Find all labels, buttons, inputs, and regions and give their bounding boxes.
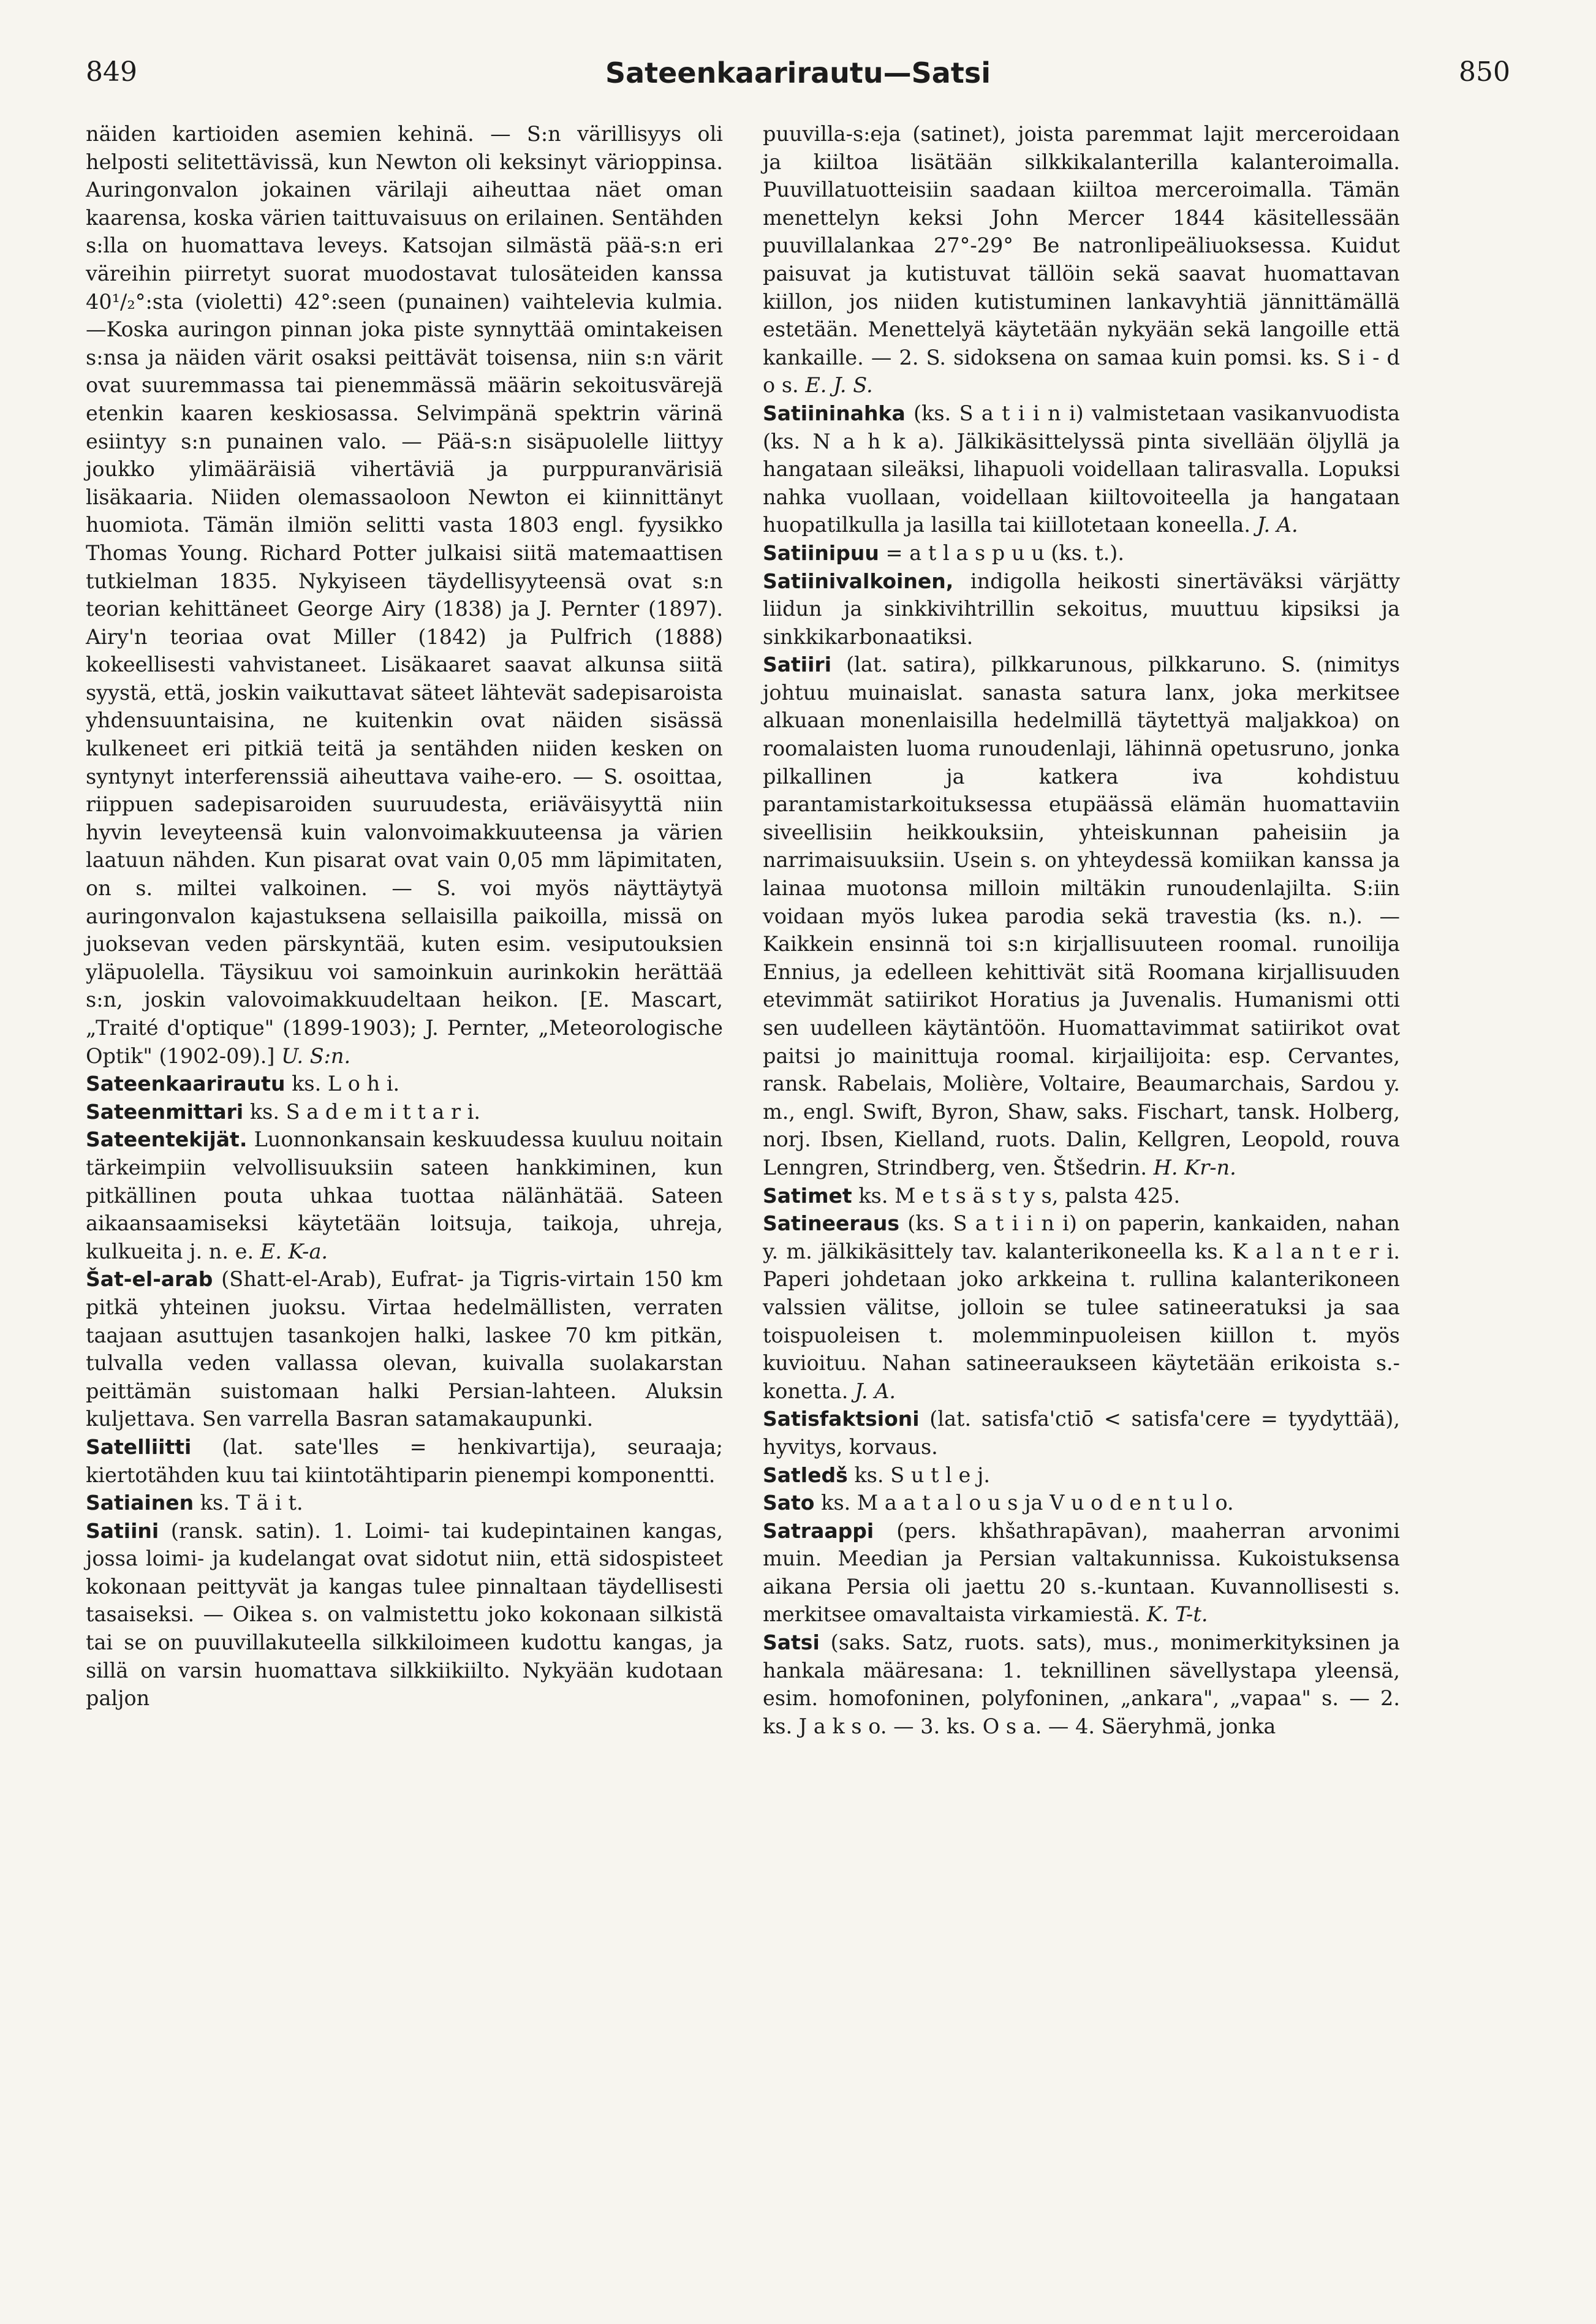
dictionary-entry — [86, 1098, 723, 1126]
entry-text: (lat. sate'lles = henkivartija), seuraaja; kiertotähden kuu tai kiintotähtiparin pienempi komponentti. — [86, 1434, 723, 1487]
entry-signature: H. Kr-n. — [1153, 1155, 1236, 1179]
running-title: Sateenkaarirautu—Satsi — [605, 56, 991, 89]
dictionary-entry — [86, 1070, 723, 1098]
dictionary-entry — [86, 1517, 723, 1713]
entry-text: (Shatt-el-Arab), Eufrat- ja Tigris-virtain 150 km pitkä yhteinen juoksu. Virtaa hedelmällisten, verraten taajaan asuttujen tasankojen halki, laskee 70 km pitkän, tulvalla veden vallassa olevan, kuivalla suolakarstan peittämän suistomaan halki Persian-lahteen. Aluksin kuljettava. Sen varrella Basran satamakaupunki. — [86, 1267, 723, 1431]
entry-text: ks. M a a t a l o u s ja V u o d e n t u l o. — [821, 1491, 1234, 1515]
dictionary-entry — [763, 651, 1400, 1181]
dictionary-entry — [763, 567, 1400, 651]
dictionary-entry — [86, 1126, 723, 1265]
dictionary-entry — [763, 1209, 1400, 1405]
dictionary-entry — [763, 399, 1400, 539]
entry-headword: Satiainen — [86, 1491, 194, 1515]
dictionary-entry — [763, 120, 1400, 399]
left-column — [86, 120, 723, 1713]
entry-text: = a t l a s p u u (ks. t.). — [885, 540, 1125, 565]
dictionary-entry — [86, 120, 723, 1070]
entry-headword: Sateentekijät. — [86, 1127, 248, 1152]
entry-signature: J. A. — [1257, 513, 1298, 537]
dictionary-entry — [86, 1489, 723, 1517]
entry-text: puuvilla-s:eja (satinet), joista paremmat lajit merceroidaan ja kiiltoa lisätään silkkikalanterilla kalanteroimalla. Puuvillatuotteisiin saadaan kiiltoa merceroimalla. Tämän menettelyn keksi John Mercer 1844 käsitellessään puuvillalankaa 27°-29° Be natronlipeäliuoksessa. Kuidut paisuvat ja kutistuvat tällöin sekä saavat huomattavan kiillon, jos niiden kutistuminen lankavyhtiä jännittämällä estetään. Menettelyä käytetään nykyään sekä langoille että kankaille. — 2. S. sidoksena on samaa kuin pomsi. ks. S i - d o s. — [763, 122, 1400, 398]
entry-text: (lat. satisfa'ctiō < satisfa'cere = tyydyttää), hyvitys, korvaus. — [763, 1407, 1401, 1459]
entry-text: ks. T ä i t. — [200, 1491, 303, 1515]
entry-signature: E. K-a. — [260, 1239, 328, 1263]
entry-headword: Satiinivalkoinen, — [763, 569, 954, 593]
entry-headword: Satelliitti — [86, 1434, 192, 1459]
entry-headword: Sateenkaarirautu — [86, 1072, 286, 1096]
dictionary-entry — [763, 539, 1400, 567]
entry-headword: Satiini — [86, 1518, 159, 1543]
entry-headword: Sato — [763, 1491, 815, 1515]
entry-headword: Satiinipuu — [763, 540, 879, 565]
dictionary-entry — [86, 1265, 723, 1433]
entry-headword: Satledš — [763, 1463, 848, 1487]
entry-signature: U. S:n. — [281, 1043, 351, 1068]
entry-text: ks. S u t l e j. — [854, 1463, 991, 1487]
right-column — [763, 120, 1400, 1740]
page-number-right: 850 — [1459, 56, 1510, 88]
entry-text: näiden kartioiden asemien kehinä. — S:n värillisyys oli helposti selitettävissä, kun Newton oli keksinyt värioppinsa. Auringonvalon jokainen värilaji aiheuttaa näet oman kaarensa, koska värien taittuvaisuus on erilainen. Sentähden s:lla on huomattava leveys. Katsojan silmästä pää-s:n eri väreihin piirretyt suorat muodostavat tulosäteiden kanssa 40¹/₂°:sta (violetti) 42°:seen (punainen) vaihtelevia kulmia. —Koska auringon pinnan joka piste synnyttää omintakeisen s:nsa ja näiden värit osaksi peittävät toisensa, niin s:n värit ovat suuremmassa tai pienemmässä määrin sekoitusvärejä etenkin kaaren keskiosassa. Selvimpänä spektrin värinä esiintyy s:n punainen valo. — Pää-s:n sisäpuolelle liittyy joukko ylimääräisiä vihertäviä ja purppuranvärisiä lisäkaaria. Niiden olemassaoloon Newton ei kiinnittänyt huomiota. Tämän ilmiön selitti vasta 1803 engl. fyysikko Thomas Young. Richard Potter julkaisi siitä matemaattisen tutkielman 1835. Nykyiseen täydellisyyteensä ovat s:n teorian kehittäneet George Airy (1838) ja J. Pernter (1897). Airy'n teoriaa ovat Miller (1842) ja Pulfrich (1888) kokeellisesti vahvistaneet. Lisäkaaret saavat alkunsa siitä syystä, että, joskin vaikuttavat säteet lähtevät sadepisaroista yhdensuuntaisina, ne kuitenkin ovat näiden sisässä kulkeneet eri pitkiä teitä ja sentähden niiden kesken on syntynyt interferenssiä aiheuttava vaihe-ero. — S. osoittaa, riippuen sadepisaroiden suuruudesta, eriäväisyyttä niin hyvin leveyteensä kuin valonvoimakkuuteensa ja värien laatuun nähden. Kun pisarat ovat vain 0,05 mm läpimitaten, on s. miltei valkoinen. — S. voi myös näyttäytyä auringonvalon kajastuksena sellaisilla paikoilla, missä on juoksevan veden pärskyntää, kuten esim. vesiputouksien yläpuolella. Täysikuu voi samoinkuin aurinkokin herättää s:n, joskin valovoimakkuudeltaan heikon. [E. Mascart, „Traité d'optique" (1899-1903); J. Pernter, „Meteorologische Optik" (1902-09).] — [86, 122, 723, 1068]
dictionary-entry — [763, 1489, 1400, 1517]
entry-headword: Satiiri — [763, 653, 832, 677]
dictionary-entry — [763, 1182, 1400, 1210]
entry-text: (pers. khšathrapāvan), maaherran arvonimi muin. Meedian ja Persian valtakunnissa. Kukoistuksensa aikana Persia oli jaettu 20 s.-kuntaan. Kuvannollisesti s. merkitsee omavaltaista virkamiestä. — [763, 1518, 1400, 1627]
entry-headword: Satimet — [763, 1183, 852, 1208]
page-header — [86, 56, 1510, 99]
entry-headword: Sateenmittari — [86, 1099, 244, 1124]
entry-text: (ks. S a t i i n i) valmistetaan vasikanvuodista (ks. N a h k a). Jälkikäsittelyssä pinta sivellään öljyllä ja hangataan sileäksi, lihapuoli voidellaan talirasvalla. Lopuksi nahka vuollaan, voidellaan kiiltovoiteella ja hangataan huopatilkulla ja lasilla tai kiillotetaan koneella. — [763, 401, 1400, 537]
entry-signature: K. T-t. — [1146, 1602, 1208, 1627]
dictionary-entry — [763, 1517, 1400, 1629]
entry-headword: Satineeraus — [763, 1211, 900, 1236]
entry-text: Luonnonkansain keskuudessa kuuluu noitain tärkeimpiin velvollisuuksiin sateen hankkiminen, kun pitkällinen pouta uhkaa tuottaa nälänhätää. Sateen aikaansaamiseksi käytetään loitsuja, taikoja, uhreja, kulkueita j. n. e. — [86, 1127, 723, 1263]
entry-text: ks. S a d e m i t t a r i. — [249, 1099, 481, 1124]
entry-text: ks. L o h i. — [292, 1072, 400, 1096]
dictionary-entry — [763, 1461, 1400, 1489]
dictionary-entry — [763, 1629, 1400, 1740]
dictionary-entry — [763, 1405, 1400, 1461]
entry-text: (lat. satira), pilkkarunous, pilkkaruno. S. (nimitys johtuu muinaislat. sanasta satura lanx, joka merkitsee alkuaan monenlaisilla hedelmillä täytettyä maljakkoa) on roomalaisten luoma runoudenlaji, lähinnä opetusruno, jonka pilkallinen ja katkera iva kohdistuu parantamistarkoituksessa etupäässä elämän huomattaviin siveellisiin heikkouksiin, yhteiskunnan paheisiin ja narrimaisuuksiin. Usein s. on yhteydessä komiikan kanssa ja lainaa muotonsa milloin miltäkin runoudenlajilta. S:iin voidaan myös lukea parodia sekä travestia (ks. n.). — Kaikkein ensinnä toi s:n kirjallisuuteen roomal. runoilija Ennius, ja edelleen kehittivät sitä Roomanа kirjallisuuden etevimmät satiirikot Horatius ja Juvenalis. Humanismi otti sen uudelleen käytäntöön. Huomattavimmat satiirikot ovat paitsi jo mainittuja roomal. kirjailijoita: esp. Cervantes, ransk. Rabelais, Molière, Voltaire, Beaumarchais, Sardou y. m., engl. Swift, Byron, Shaw, saks. Fischart, tansk. Holberg, norj. Ibsen, Kielland, ruots. Dalin, Kellgren, Leopold, rouva Lenngren, Strindberg, ven. Štšedrin. — [763, 653, 1401, 1179]
entry-headword: Satiininahka — [763, 401, 906, 425]
entry-signature: J. A. — [855, 1379, 896, 1403]
entry-text: ks. M e t s ä s t y s, palsta 425. — [858, 1183, 1181, 1208]
entry-headword: Šat-el-arab — [86, 1267, 213, 1292]
entry-text: indigolla heikosti sinertäväksi värjätty liidun ja sinkkivihtrillin sekoitus, muuttuu kipsiksi ja sinkkikarbonaatiksi. — [763, 569, 1401, 649]
page-number-left: 849 — [86, 56, 137, 88]
entry-text: (saks. Satz, ruots. sats), mus., monimerkityksinen ja hankala määresana: 1. teknillinen sävellystapa yleensä, esim. homofoninen, polyfoninen, „ankara", „vapaa" s. — 2. ks. J a k s o. — 3. ks. O s a. — 4. Säeryhmä, jonka — [763, 1630, 1400, 1738]
entry-signature: E. J. S. — [805, 373, 873, 398]
entry-text: (ks. S a t i i n i) on paperin, kankaiden, nahan y. m. jälkikäsittely tav. kalanterikoneella ks. K a l a n t e r i. Paperi johdetaan joko arkkeina t. rullina kalanterikoneen valssien välitse, jolloin se tulee satineeratuksi ja saa toispuoleisen t. molemminpuoleisen kiillon t. myös kuvioituu. Nahan satineeraukseen käytetään erikoista s.-konetta. — [763, 1211, 1400, 1403]
entry-headword: Satraappi — [763, 1518, 874, 1543]
entry-headword: Satsi — [763, 1630, 820, 1655]
entry-headword: Satisfaktsioni — [763, 1407, 920, 1431]
entry-text: (ransk. satin). 1. Loimi- tai kudepintainen kangas, jossa loimi- ja kudelangat ovat sidotut niin, että sidospisteet kokonaan peittyvät ja kangas tulee pinnaltaan täydellisesti tasaiseksi. — Oikea s. on valmistettu joko kokonaan silkistä tai se on puuvillakuteella silkkiloimeen kudottu kangas, ja sillä on varsin huomattava silkkiikiilto. Nykyään kudotaan paljon — [86, 1518, 723, 1711]
dictionary-entry — [86, 1433, 723, 1489]
